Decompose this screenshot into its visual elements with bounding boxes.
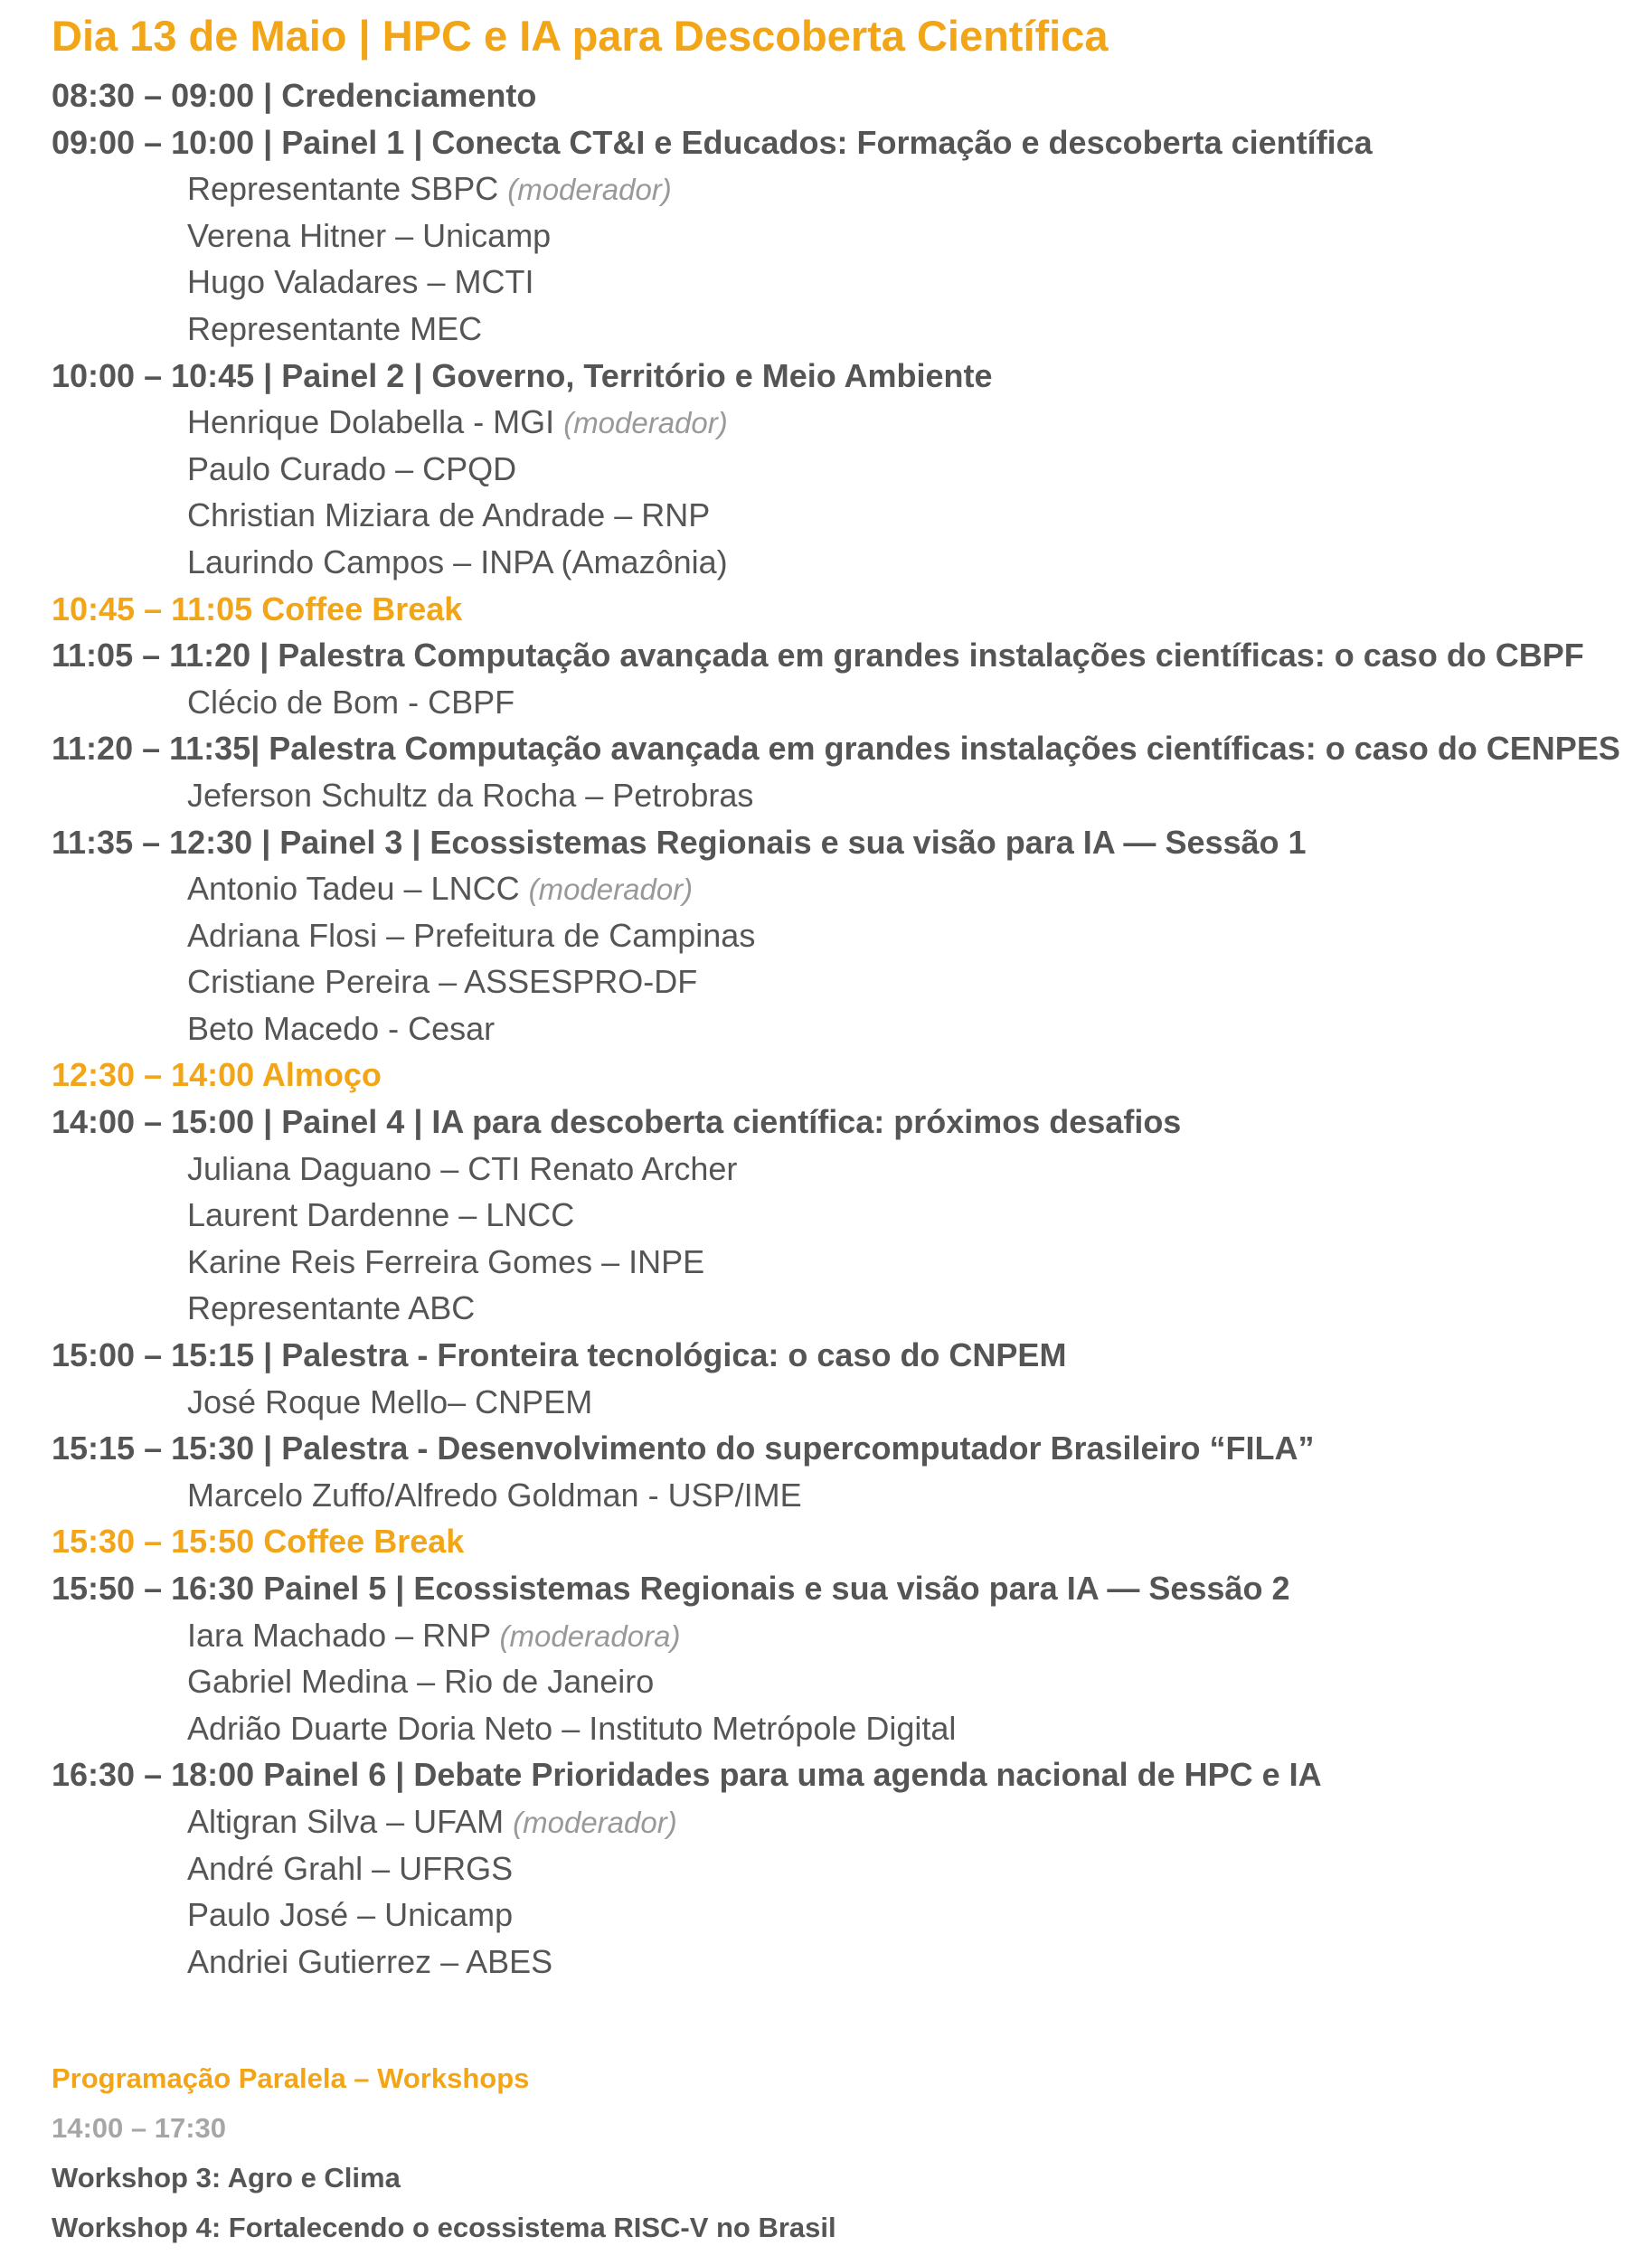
speaker-row [52, 1472, 1643, 1519]
speaker-name: Jeferson Schultz da Rocha – Petrobras [187, 776, 754, 814]
workshops-section [52, 2053, 1643, 2252]
speaker-name: Beto Macedo - Cesar [187, 1009, 496, 1047]
workshop-item: Workshop 4: Fortalecendo o ecossistema RISC-V no Brasil [52, 2212, 836, 2244]
speaker-name: Clécio de Bom - CBPF [187, 683, 515, 721]
break-row [52, 586, 1643, 633]
session-row [52, 632, 1643, 679]
speaker-row [52, 165, 1643, 212]
speaker-name: Hugo Valadares – MCTI [187, 263, 534, 301]
speaker-row [52, 912, 1643, 959]
workshop-item: Workshop 3: Agro e Clima [52, 2162, 401, 2194]
session-time: 10:45 – 11:05 [52, 590, 262, 627]
speaker-row [52, 679, 1643, 726]
session-time: 15:00 – 15:15 | [52, 1336, 282, 1374]
break-row [52, 1518, 1643, 1565]
session-time: 16:30 – 18:00 [52, 1756, 264, 1794]
session-row [52, 819, 1643, 866]
session-title: Painel 6 | Debate Prioridades para uma agenda nacional de HPC e IA [263, 1756, 1322, 1794]
session-title: Coffee Break [261, 590, 463, 627]
session-title: Almoço [261, 1056, 382, 1094]
session-time: 11:05 – 11:20 | [52, 637, 278, 675]
speaker-row [52, 306, 1643, 353]
speaker-role: (moderador) [563, 406, 728, 440]
speaker-name: Marcelo Zuffo/Alfredo Goldman - USP/IME [187, 1476, 802, 1514]
workshops-time: 14:00 – 17:30 [52, 2112, 227, 2145]
speaker-row [52, 539, 1643, 586]
speaker-name: Representante MEC [187, 309, 483, 347]
speaker-row [52, 1845, 1643, 1892]
session-title: Palestra - Desenvolvimento do supercomputador Brasileiro “FILA” [281, 1429, 1315, 1467]
session-time: 12:30 – 14:00 [52, 1056, 262, 1094]
speaker-row [52, 1705, 1643, 1752]
speaker-row [52, 1146, 1643, 1193]
speaker-row [52, 1658, 1643, 1705]
session-time: 09:00 – 10:00 | [52, 123, 282, 161]
session-row [52, 1332, 1643, 1379]
session-row [52, 1099, 1643, 1146]
speaker-name: Adriana Flosi – Prefeitura de Campinas [187, 916, 756, 954]
session-time: 10:00 – 10:45 | [52, 356, 282, 394]
speaker-role: (moderador) [507, 173, 672, 207]
session-time: 15:30 – 15:50 [52, 1523, 264, 1561]
speaker-row [52, 1798, 1643, 1845]
speaker-name: Andriei Gutierrez – ABES [187, 1942, 553, 1980]
speaker-role: (moderador) [528, 873, 694, 907]
session-row [52, 353, 1643, 400]
speaker-row [52, 259, 1643, 306]
section-spacer [52, 1985, 1643, 2053]
speaker-name: Juliana Daguano – CTI Renato Archer [187, 1149, 738, 1187]
speaker-role: (moderadora) [499, 1618, 681, 1653]
speaker-row [52, 1892, 1643, 1939]
session-title: Credenciamento [281, 77, 537, 114]
schedule-list [52, 72, 1643, 1985]
speaker-name: Adrião Duarte Doria Neto – Instituto Metrópole Digital [187, 1709, 957, 1747]
speaker-name: Laurindo Campos – INPA (Amazônia) [187, 543, 728, 580]
session-title: Palestra - Fronteira tecnológica: o caso do CNPEM [281, 1336, 1067, 1374]
session-row [52, 1425, 1643, 1472]
speaker-name: Laurent Dardenne – LNCC [187, 1196, 575, 1234]
speaker-name: Karine Reis Ferreira Gomes – INPE [187, 1242, 705, 1280]
speaker-row [52, 1005, 1643, 1052]
speaker-name: Christian Miziara de Andrade – RNP [187, 496, 711, 534]
session-time: 08:30 – 09:00 | [52, 77, 282, 114]
session-title: Painel 5 | Ecossistemas Regionais e sua visão para IA — Sessão 2 [263, 1570, 1290, 1607]
speaker-row [52, 1612, 1643, 1659]
session-title: Palestra Computação avançada em grandes instalações científicas: o caso do CBPF [278, 637, 1584, 675]
speaker-name: Gabriel Medina – Rio de Janeiro [187, 1663, 655, 1701]
schedule-document [52, 0, 1643, 2252]
session-row [52, 1565, 1643, 1612]
speaker-name: José Roque Mello– CNPEM [187, 1382, 593, 1420]
session-title: Painel 3 | Ecossistemas Regionais e sua visão para IA — Sessão 1 [279, 823, 1307, 861]
session-title: Painel 4 | IA para descoberta científica: próximos desafios [281, 1103, 1182, 1141]
speaker-row [52, 1239, 1643, 1286]
speaker-name: Antonio Tadeu – LNCC [187, 870, 520, 908]
session-title: Painel 2 | Governo, Território e Meio Ambiente [281, 356, 993, 394]
speaker-row [52, 772, 1643, 819]
speaker-role: (moderador) [513, 1805, 677, 1839]
speaker-row [52, 399, 1643, 446]
session-title: Painel 1 | Conecta CT&I e Educados: Formação e descoberta científica [281, 123, 1373, 161]
speaker-name: Iara Machado – RNP [187, 1616, 491, 1654]
session-title: Palestra Computação avançada em grandes instalações científicas: o caso do CENPES [269, 730, 1620, 768]
speaker-name: Representante SBPC [187, 170, 499, 208]
session-row [52, 1751, 1643, 1798]
speaker-row [52, 1192, 1643, 1239]
speaker-row [52, 446, 1643, 493]
page-title: Dia 13 de Maio | HPC e IA para Descoberta Científica [52, 12, 1109, 60]
speaker-row [52, 958, 1643, 1005]
speaker-name: Altigran Silva – UFAM [187, 1802, 505, 1840]
session-time: 14:00 – 15:00 | [52, 1103, 282, 1141]
speaker-name: Paulo José – Unicamp [187, 1896, 514, 1934]
speaker-name: Cristiane Pereira – ASSESPRO-DF [187, 963, 698, 1001]
workshops-list [52, 2153, 1643, 2252]
session-time: 11:20 – 11:35| [52, 730, 269, 768]
speaker-name: André Grahl – UFRGS [187, 1849, 514, 1887]
session-time: 15:15 – 15:30 | [52, 1429, 282, 1467]
break-row [52, 1052, 1643, 1099]
speaker-name: Representante ABC [187, 1289, 476, 1327]
speaker-row [52, 1939, 1643, 1986]
speaker-row [52, 1285, 1643, 1332]
speaker-row [52, 1379, 1643, 1426]
session-time: 11:35 – 12:30 | [52, 823, 280, 861]
speaker-row [52, 865, 1643, 912]
session-row [52, 119, 1643, 166]
speaker-row [52, 492, 1643, 539]
speaker-name: Paulo Curado – CPQD [187, 449, 517, 487]
speaker-name: Verena Hitner – Unicamp [187, 216, 552, 254]
session-row [52, 72, 1643, 119]
workshops-title: Programação Paralela – Workshops [52, 2062, 530, 2095]
session-row [52, 725, 1643, 772]
session-title: Coffee Break [263, 1523, 465, 1561]
speaker-name: Henrique Dolabella - MGI [187, 403, 555, 441]
session-time: 15:50 – 16:30 [52, 1570, 264, 1607]
speaker-row [52, 212, 1643, 259]
